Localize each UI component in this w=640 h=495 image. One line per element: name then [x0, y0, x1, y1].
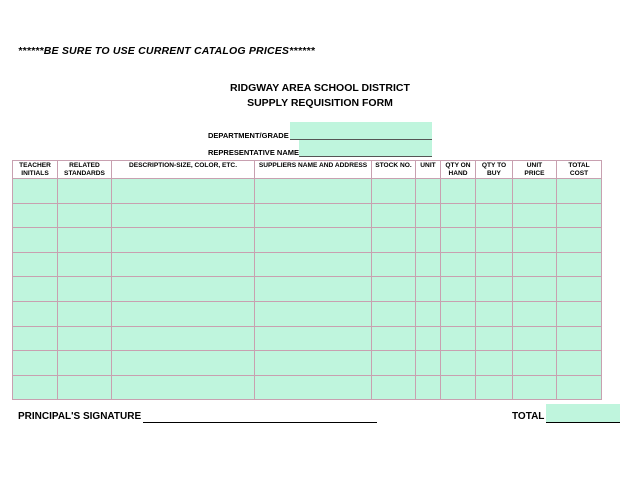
- table-cell[interactable]: [416, 351, 441, 376]
- table-row: [13, 179, 602, 204]
- table-cell[interactable]: [372, 351, 416, 376]
- table-cell[interactable]: [441, 228, 476, 253]
- table-cell[interactable]: [476, 326, 513, 351]
- table-cell[interactable]: [13, 301, 58, 326]
- table-cell[interactable]: [476, 351, 513, 376]
- table-cell[interactable]: [476, 252, 513, 277]
- table-cell[interactable]: [557, 252, 602, 277]
- table-cell[interactable]: [476, 228, 513, 253]
- table-cell[interactable]: [372, 326, 416, 351]
- table-cell[interactable]: [416, 228, 441, 253]
- table-row: [13, 301, 602, 326]
- table-cell[interactable]: [13, 326, 58, 351]
- table-cell[interactable]: [112, 228, 255, 253]
- table-cell[interactable]: [476, 301, 513, 326]
- table-cell[interactable]: [372, 179, 416, 204]
- column-header: [112, 161, 255, 179]
- column-header: [416, 161, 441, 179]
- table-cell[interactable]: [255, 277, 372, 302]
- column-header-line1: UNIT: [526, 162, 543, 169]
- table-cell[interactable]: [112, 179, 255, 204]
- column-header: [476, 161, 513, 179]
- table-cell[interactable]: [255, 228, 372, 253]
- department-label: DEPARTMENT/GRADE: [208, 131, 289, 140]
- table-cell[interactable]: [557, 326, 602, 351]
- column-header-line1: TEACHER: [19, 162, 51, 169]
- table-cell[interactable]: [441, 277, 476, 302]
- table-cell[interactable]: [476, 277, 513, 302]
- column-header: [255, 161, 372, 179]
- table-cell[interactable]: [513, 252, 557, 277]
- table-cell[interactable]: [441, 351, 476, 376]
- representative-field[interactable]: [299, 140, 432, 157]
- table-cell[interactable]: [557, 179, 602, 204]
- table-cell[interactable]: [557, 277, 602, 302]
- table-cell[interactable]: [255, 203, 372, 228]
- table-cell[interactable]: [441, 203, 476, 228]
- column-header-line2: PRICE: [524, 169, 545, 177]
- table-cell[interactable]: [13, 375, 58, 400]
- table-cell[interactable]: [58, 301, 112, 326]
- table-cell[interactable]: [13, 203, 58, 228]
- table-cell[interactable]: [476, 203, 513, 228]
- column-header: [58, 161, 112, 179]
- table-cell[interactable]: [416, 375, 441, 400]
- column-header-line1: SUPPLIERS NAME AND ADDRESS: [258, 162, 368, 169]
- table-cell[interactable]: [557, 203, 602, 228]
- table-cell[interactable]: [513, 228, 557, 253]
- column-header-line2: BUY: [487, 169, 501, 177]
- table-header-row: [13, 161, 602, 179]
- table-cell[interactable]: [13, 252, 58, 277]
- table-cell[interactable]: [255, 351, 372, 376]
- table-row: [13, 375, 602, 400]
- table-cell[interactable]: [372, 375, 416, 400]
- column-header: [13, 161, 58, 179]
- table-cell[interactable]: [513, 326, 557, 351]
- table-cell[interactable]: [513, 203, 557, 228]
- column-header-line2: INITIALS: [21, 169, 49, 177]
- table-cell[interactable]: [255, 375, 372, 400]
- table-cell[interactable]: [112, 326, 255, 351]
- table-cell[interactable]: [441, 301, 476, 326]
- table-cell[interactable]: [112, 351, 255, 376]
- table-cell[interactable]: [58, 375, 112, 400]
- table-cell[interactable]: [416, 203, 441, 228]
- table-cell[interactable]: [372, 228, 416, 253]
- form-title: SUPPLY REQUISITION FORM: [247, 97, 393, 109]
- table-cell[interactable]: [372, 277, 416, 302]
- table-cell[interactable]: [557, 375, 602, 400]
- table-cell[interactable]: [372, 203, 416, 228]
- table-cell[interactable]: [58, 326, 112, 351]
- table-cell[interactable]: [255, 252, 372, 277]
- table-cell[interactable]: [557, 228, 602, 253]
- table-cell[interactable]: [112, 252, 255, 277]
- table-cell[interactable]: [13, 277, 58, 302]
- table-cell[interactable]: [13, 228, 58, 253]
- principal-signature-field[interactable]: [143, 422, 377, 423]
- department-field[interactable]: [290, 122, 432, 140]
- table-cell[interactable]: [13, 351, 58, 376]
- table-cell[interactable]: [58, 228, 112, 253]
- catalog-prices-notice: ******BE SURE TO USE CURRENT CATALOG PRICES******: [18, 45, 315, 57]
- table-cell[interactable]: [513, 351, 557, 376]
- table-cell[interactable]: [476, 375, 513, 400]
- table-cell[interactable]: [513, 375, 557, 400]
- table-cell[interactable]: [557, 301, 602, 326]
- table-cell[interactable]: [441, 179, 476, 204]
- column-header-line1: UNIT: [420, 162, 436, 169]
- requisition-table: [12, 160, 602, 400]
- column-header-line2: HAND: [448, 169, 468, 177]
- table-cell[interactable]: [416, 179, 441, 204]
- column-header: [557, 161, 602, 179]
- table-cell[interactable]: [513, 179, 557, 204]
- table-cell[interactable]: [13, 179, 58, 204]
- table-cell[interactable]: [58, 203, 112, 228]
- district-name: [0, 82, 640, 94]
- total-field[interactable]: [546, 404, 620, 423]
- table-row: [13, 252, 602, 277]
- principal-signature-label: PRINCIPAL'S SIGNATURE: [18, 411, 142, 422]
- table-cell[interactable]: [58, 179, 112, 204]
- column-header-line1: RELATED: [69, 162, 100, 169]
- table-row: [13, 351, 602, 376]
- table-cell[interactable]: [416, 326, 441, 351]
- table-cell[interactable]: [476, 179, 513, 204]
- table-cell[interactable]: [557, 351, 602, 376]
- table-cell[interactable]: [372, 252, 416, 277]
- table-cell[interactable]: [112, 277, 255, 302]
- table-cell[interactable]: [441, 375, 476, 400]
- column-header: [372, 161, 416, 179]
- column-header-line1: TOTAL: [568, 162, 590, 169]
- column-header-line1: DESCRIPTION-SIZE, COLOR, ETC.: [128, 162, 238, 169]
- table-cell[interactable]: [255, 179, 372, 204]
- column-header-line1: QTY TO: [481, 162, 507, 169]
- total-label: TOTAL: [512, 411, 545, 422]
- column-header-line1: QTY ON: [445, 162, 471, 169]
- table-cell[interactable]: [416, 277, 441, 302]
- table-row: [13, 277, 602, 302]
- table-cell[interactable]: [513, 277, 557, 302]
- table-cell[interactable]: [513, 301, 557, 326]
- table-cell[interactable]: [441, 326, 476, 351]
- district-name-text: RIDGWAY AREA SCHOOL DISTRICT: [230, 82, 410, 94]
- table-cell[interactable]: [255, 301, 372, 326]
- table-body: [13, 179, 602, 400]
- table-cell[interactable]: [58, 252, 112, 277]
- column-header-line2: COST: [569, 169, 589, 177]
- table-cell[interactable]: [416, 301, 441, 326]
- table-cell[interactable]: [58, 351, 112, 376]
- table-row: [13, 228, 602, 253]
- table-cell[interactable]: [112, 301, 255, 326]
- representative-label: REPRESENTATIVE NAME: [208, 148, 299, 157]
- column-header: [513, 161, 557, 179]
- table-cell[interactable]: [58, 277, 112, 302]
- table-cell[interactable]: [416, 252, 441, 277]
- table-cell[interactable]: [255, 326, 372, 351]
- table-cell[interactable]: [441, 252, 476, 277]
- table-row: [13, 326, 602, 351]
- table-cell[interactable]: [112, 375, 255, 400]
- column-header-line2: STANDARDS: [64, 169, 105, 177]
- column-header-line1: STOCK NO.: [375, 162, 412, 169]
- table-cell[interactable]: [372, 301, 416, 326]
- table-row: [13, 203, 602, 228]
- column-header: [441, 161, 476, 179]
- table-cell[interactable]: [112, 203, 255, 228]
